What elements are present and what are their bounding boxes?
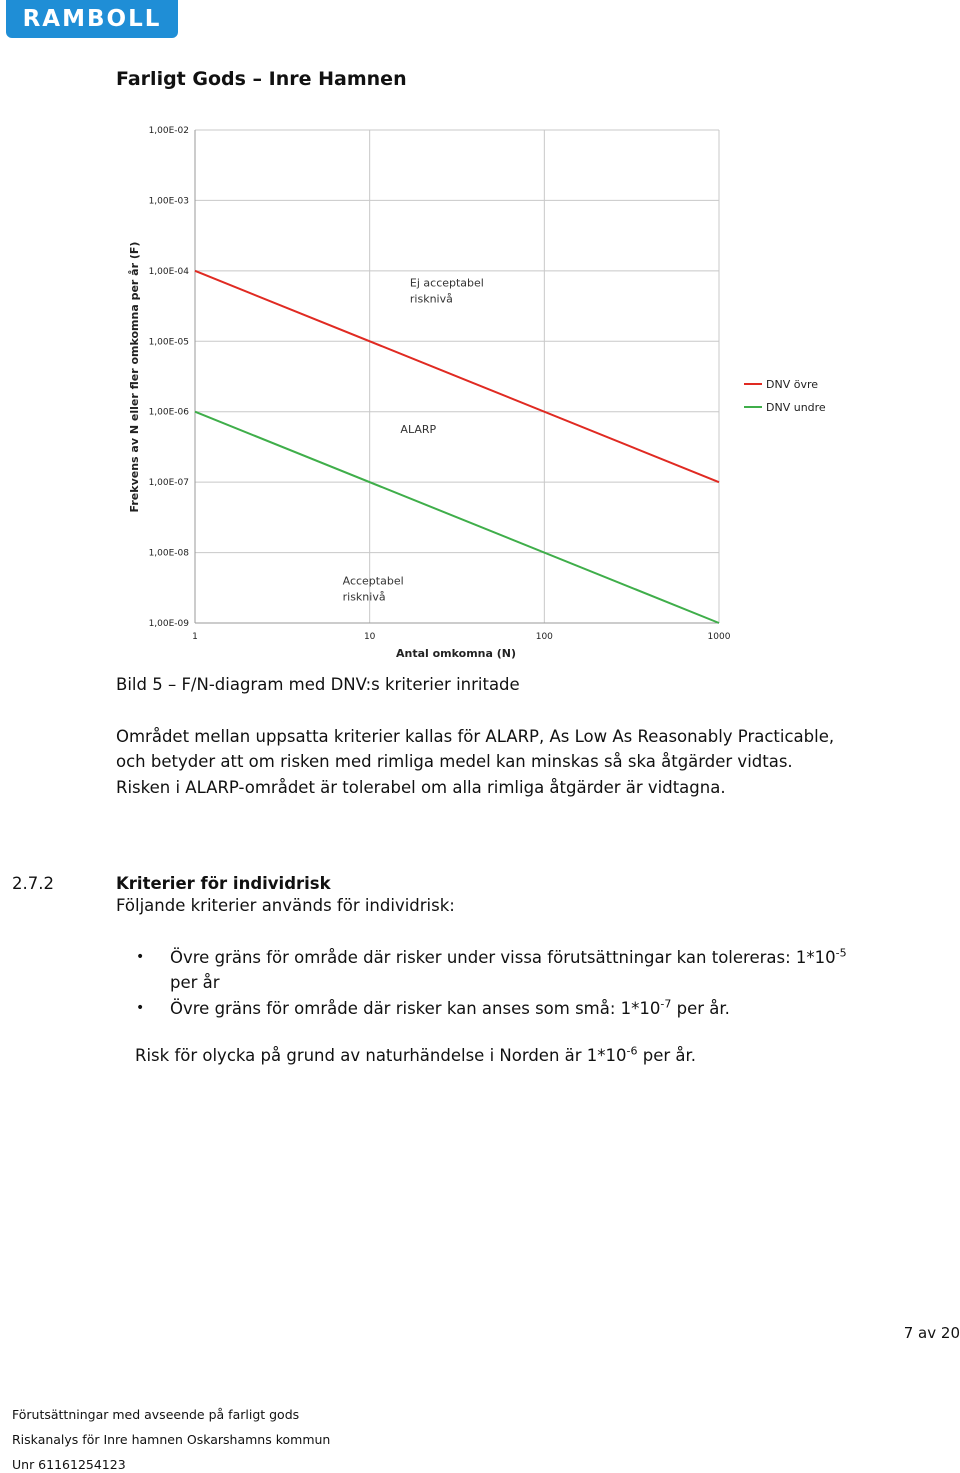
x-tick-label: 1 (192, 632, 198, 642)
natural-hazard-risk (135, 1046, 696, 1065)
criteria-list (136, 945, 856, 1021)
chart-legend (744, 378, 826, 414)
x-tick-label: 1000 (707, 632, 731, 642)
bullet-exponent: -7 (660, 997, 672, 1011)
x-axis-label: Antal omkomna (N) (395, 647, 517, 660)
bullet-tail: per år. (671, 998, 730, 1018)
y-tick-label: 1,00E-07 (148, 478, 189, 489)
series-line (195, 412, 719, 623)
annotation-label (410, 276, 484, 305)
bullet-text: Övre gräns för område där risker under vissa förutsättningar kan tolereras: 1*10 (170, 948, 836, 967)
chart-ticks (149, 126, 731, 642)
risk-tail: per år. (637, 1046, 697, 1065)
x-tick-label: 10 (363, 632, 376, 642)
y-tick-label: 1,00E-03 (148, 196, 189, 207)
annotation-line: Ej acceptabel (409, 276, 484, 290)
document-title: Farligt Gods – Inre Hamnen (116, 68, 407, 90)
bullet-icon: • (136, 949, 145, 965)
ramboll-logo (6, 0, 178, 38)
section-heading: Kriterier för individrisk (116, 874, 331, 893)
y-tick-label: 1,00E-06 (148, 407, 189, 418)
risk-text: Risk för olycka på grund av naturhändelse i Norden är 1*10 (135, 1046, 627, 1065)
figure-caption: Bild 5 – F/N-diagram med DNV:s kriterier inritade (116, 675, 520, 694)
list-item (136, 945, 856, 996)
annotation-line: Acceptabel (342, 574, 404, 588)
footer-line-3: Unr 61161254123 (12, 1457, 126, 1472)
list-item (136, 996, 856, 1021)
logo-text: RAMBOLL (22, 6, 162, 32)
y-axis-label: Frekvens av N eller fler omkomna per år (F) (128, 241, 141, 513)
annotation-label (343, 575, 404, 604)
legend-label: DNV övre (766, 378, 819, 391)
annotation-line: risknivå (342, 590, 386, 604)
fn-diagram (110, 112, 840, 662)
section-intro: Följande kriterier används för individrisk: (116, 896, 455, 915)
annotation-line: risknivå (409, 292, 453, 306)
page-number: 7 av 20 (903, 1324, 960, 1342)
chart-series (195, 271, 719, 623)
bullet-text: Övre gräns för område där risker kan anses som små: 1*10 (170, 998, 661, 1018)
chart-annotations (343, 276, 484, 603)
y-tick-label: 1,00E-09 (148, 619, 189, 629)
footer-line-1: Förutsättningar med avseende på farligt gods (12, 1407, 300, 1422)
footer-line-2: Riskanalys för Inre hamnen Oskarshamns kommun (12, 1432, 331, 1447)
bullet-icon: • (136, 999, 145, 1016)
section-number: 2.7.2 (12, 874, 54, 893)
annotation-line: ALARP (400, 422, 437, 436)
y-tick-label: 1,00E-02 (148, 126, 189, 136)
risk-exponent: -6 (626, 1044, 638, 1058)
alarp-paragraph: Området mellan uppsatta kriterier kallas för ALARP, As Low As Reasonably Practicable, och betyder att om risken med rimliga medel kan minskas så ska åtgärder vidtas. Risken i ALARP-området är tolerabel om alla rimliga åtgärder är vidtagna. (116, 727, 835, 797)
series-line (195, 271, 719, 482)
y-tick-label: 1,00E-05 (148, 337, 189, 348)
bullet-tail: per år (170, 973, 220, 993)
bullet-exponent: -5 (835, 946, 847, 960)
x-tick-label: 100 (535, 632, 553, 642)
legend-label: DNV undre (766, 401, 826, 414)
annotation-label (400, 423, 436, 436)
y-tick-label: 1,00E-08 (148, 548, 189, 559)
y-tick-label: 1,00E-04 (148, 266, 189, 277)
